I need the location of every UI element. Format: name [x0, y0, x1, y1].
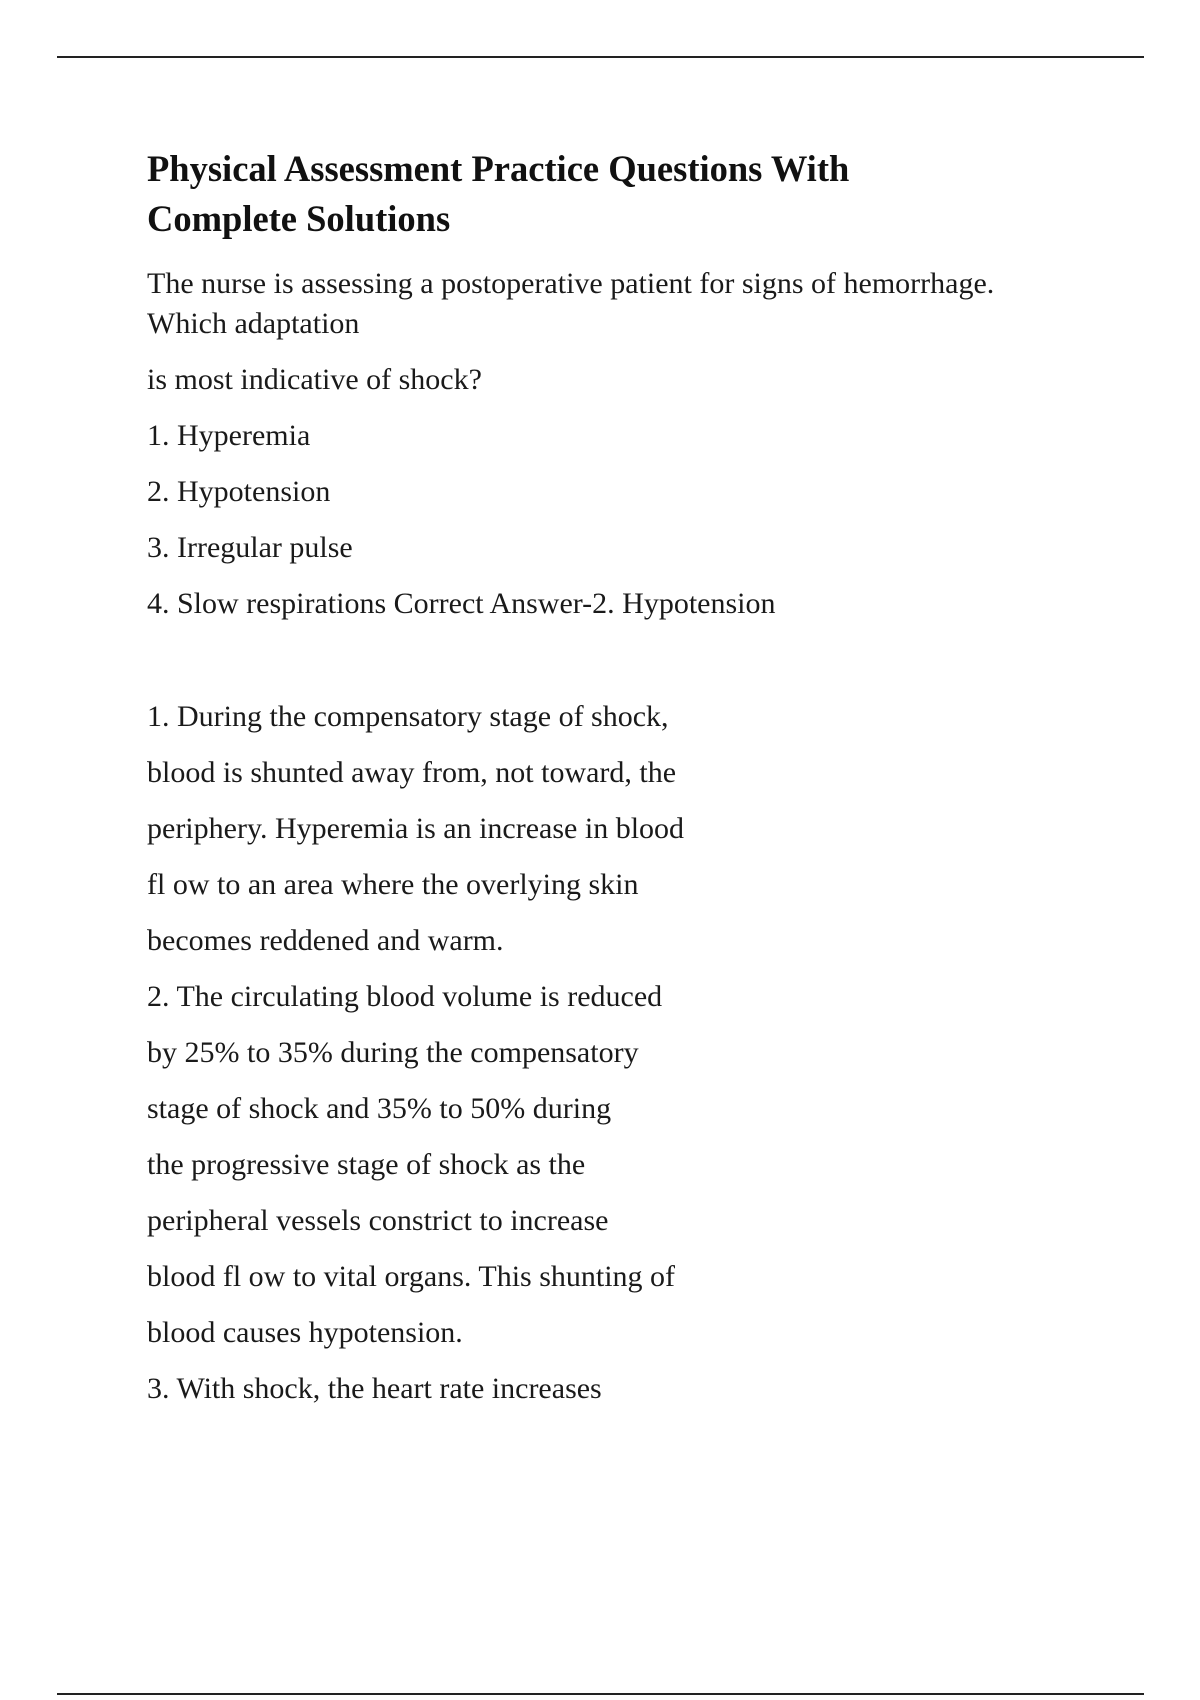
rationale-line-13: 3. With shock, the heart rate increases [147, 1372, 602, 1405]
rationale-line-4: fl ow to an area where the overlying skin [147, 868, 639, 901]
question-stem-line-2: Which adaptation [147, 307, 360, 340]
title-line-2: Complete Solutions [147, 198, 451, 239]
rationale-line-3: periphery. Hyperemia is an increase in blood [147, 812, 685, 845]
option-1: 1. Hyperemia [147, 419, 311, 452]
rationale-block [147, 697, 1107, 1409]
footer-rule [57, 1693, 1144, 1695]
question-stem-line-1: The nurse is assessing a postoperative patient for signs of hemorrhage. [147, 267, 995, 300]
document-body [147, 144, 1107, 1409]
rationale-line-8: stage of shock and 35% to 50% during [147, 1092, 612, 1125]
rationale-line-11: blood fl ow to vital organs. This shunting of [147, 1260, 676, 1293]
rationale-line-1: 1. During the compensatory stage of shock, [147, 700, 669, 733]
rationale-line-7: by 25% to 35% during the compensatory [147, 1036, 639, 1069]
option-4-with-answer: 4. Slow respirations Correct Answer-2. Hypotension [147, 587, 776, 620]
option-2: 2. Hypotension [147, 475, 331, 508]
option-3: 3. Irregular pulse [147, 531, 353, 564]
question-stem-line-3: is most indicative of shock? [147, 363, 482, 396]
rationale-line-12: blood causes hypotension. [147, 1316, 463, 1349]
rationale-line-10: peripheral vessels constrict to increase [147, 1204, 609, 1237]
rationale-line-5: becomes reddened and warm. [147, 924, 504, 957]
document-title [147, 144, 1107, 244]
question-block [147, 264, 1107, 624]
rationale-line-6: 2. The circulating blood volume is reduced [147, 980, 663, 1013]
rationale-line-9: the progressive stage of shock as the [147, 1148, 586, 1181]
title-line-1: Physical Assessment Practice Questions With [147, 148, 850, 189]
rationale-line-2: blood is shunted away from, not toward, the [147, 756, 677, 789]
header-rule [57, 56, 1144, 58]
